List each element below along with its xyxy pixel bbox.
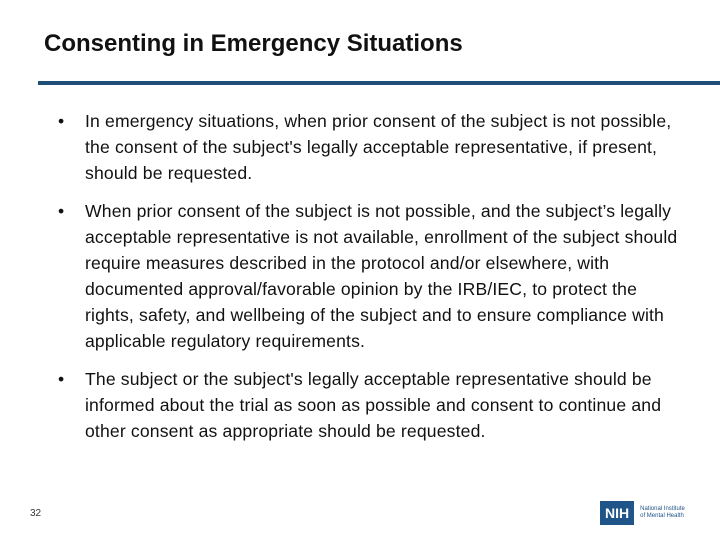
- bullet-icon: •: [58, 201, 65, 221]
- nih-logo-mark: NIH: [600, 501, 636, 525]
- slide-number: 32: [30, 508, 42, 519]
- slide-title: Consenting in Emergency Situations: [44, 30, 463, 57]
- nih-logo-text-line2: of Mental Health: [640, 513, 684, 519]
- bullet-item: [58, 366, 686, 444]
- bullet-text: The subject or the subject's legally acceptable representative should be informed about the trial as soon as possible and consent to continue and other consent as appropriate should be requested.: [85, 369, 662, 441]
- title-underline: [38, 81, 720, 85]
- bullet-item: [58, 198, 686, 354]
- bullet-icon: •: [58, 111, 65, 131]
- bullet-text: When prior consent of the subject is not possible, and the subject’s legally acceptable representative is not available, enrollment of the subject should require measures described in the protocol and/or elsewhere, with documented approval/favorable opinion by the IRB/IEC, to protect the rights, safety, and wellbeing of the subject and to ensure compliance with applicable regulatory requirements.: [85, 201, 678, 351]
- bullet-icon: •: [58, 369, 65, 389]
- nih-logo-text: [640, 506, 702, 521]
- bullet-text: In emergency situations, when prior consent of the subject is not possible, the consent of the subject's legally acceptable representative, if present, should be requested.: [85, 111, 672, 183]
- bullet-list: [58, 108, 686, 456]
- nih-logo-text-line1: National Institute: [640, 505, 685, 512]
- nih-logo: [600, 498, 710, 528]
- bullet-item: [58, 108, 686, 186]
